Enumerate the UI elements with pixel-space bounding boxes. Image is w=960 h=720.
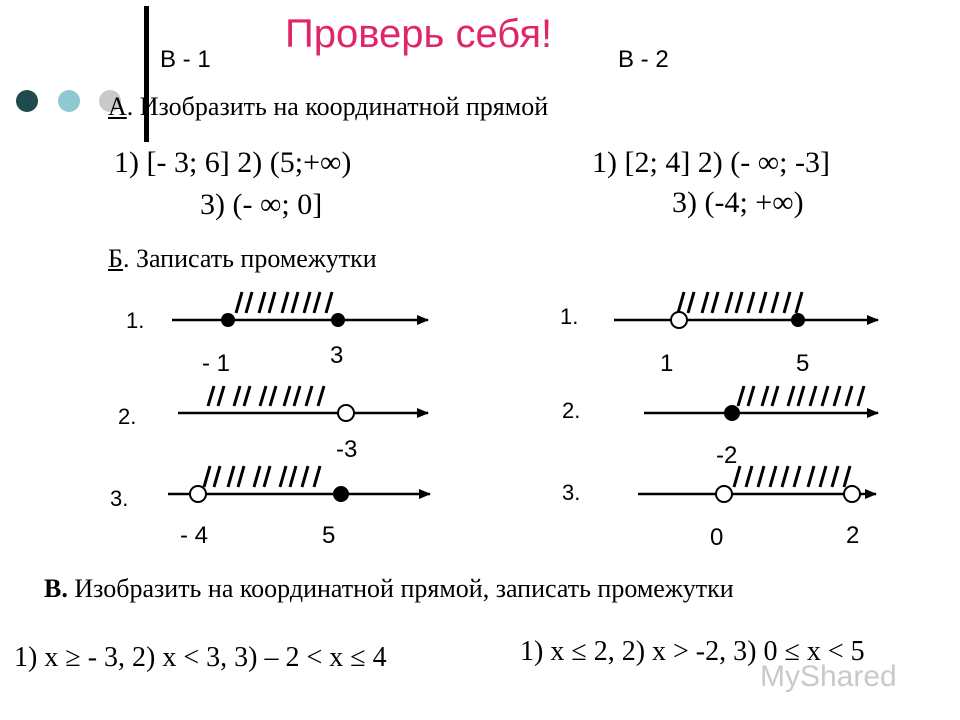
v1-line-2 (178, 386, 428, 421)
a-v1-line2: 3) (- ∞; 0] (200, 188, 323, 221)
v2-line-3-tick-a: 0 (710, 524, 724, 551)
v2-line-2-label: 2. (562, 398, 581, 423)
v1-line-1-point-closed-2 (331, 313, 345, 327)
v1-line-3-tick-a: - 4 (180, 522, 209, 549)
v1-line-1 (172, 292, 428, 327)
v1-line-3-label: 3. (110, 486, 129, 511)
v1-line-3-tick-b: 5 (322, 522, 336, 549)
v2-line-1-tick-a: 1 (660, 350, 674, 377)
variant-2-label: В - 2 (618, 46, 669, 73)
section-b-prefix: Б (108, 244, 123, 273)
v2-line-3-point-open (716, 486, 732, 502)
section-c-prefix: В. (44, 574, 68, 603)
v1-line-1-tick-a: - 1 (202, 350, 231, 377)
section-c-text: Изобразить на координатной прямой, записать промежутки (67, 574, 734, 603)
v1-line-3 (168, 466, 430, 502)
variant-1-label: В - 1 (160, 46, 211, 73)
v2-line-1-point-closed (791, 313, 805, 327)
v1-line-3-point-open (190, 486, 206, 502)
section-b-text: . Записать промежутки (122, 244, 377, 273)
v1-line-1-hatch (236, 292, 332, 313)
v1-line-2-tick-a: -3 (336, 436, 358, 463)
c-v2-conditions: 1) x ≤ 2, 2) x > -2, 3) 0 ≤ x < 5 (520, 636, 865, 667)
v1-line-3-hatch (204, 466, 320, 487)
v1-line-2-label: 2. (118, 404, 137, 429)
v1-line-3-point-closed (333, 486, 349, 502)
a-v1-line1: 1) [- 3; 6] 2) (5;+∞) (114, 146, 352, 179)
v2-line-3 (638, 466, 876, 502)
watermark-logo: MyShared (760, 660, 897, 693)
v1-line-1-tick-b: 3 (330, 342, 344, 369)
v2-line-3-point-open-2 (844, 486, 860, 502)
v2-line-1-hatch (678, 292, 802, 313)
v2-line-1-point-open (671, 312, 687, 328)
v2-line-2 (644, 386, 878, 421)
page-title: Проверь себя! (285, 12, 553, 56)
v2-line-3-label: 3. (562, 480, 581, 505)
section-a-prefix: А (108, 92, 127, 121)
section-c-heading (44, 574, 734, 604)
v2-line-1-label: 1. (560, 304, 579, 329)
v2-line-2-hatch (738, 386, 864, 406)
v2-line-1 (614, 292, 878, 328)
v2-line-3-hatch (734, 466, 850, 487)
v1-line-1-point-closed (221, 313, 235, 327)
section-a-text: . Изобразить на координатной прямой (126, 92, 549, 121)
a-v2-line1: 1) [2; 4] 2) (- ∞; -3] (592, 146, 830, 179)
v1-line-2-hatch (208, 386, 324, 406)
v2-line-3-tick-b: 2 (846, 522, 860, 549)
a-v2-line2: 3) (-4; +∞) (672, 186, 804, 219)
v1-line-2-point-open (338, 405, 354, 421)
v2-line-1-tick-b: 5 (796, 350, 810, 377)
c-v1-conditions: 1) x ≥ - 3, 2) x < 3, 3) – 2 < x ≤ 4 (14, 642, 387, 673)
v2-line-2-tick-a: -2 (716, 442, 738, 469)
v2-line-2-point-closed (724, 405, 740, 421)
v1-line-1-label: 1. (126, 308, 145, 333)
